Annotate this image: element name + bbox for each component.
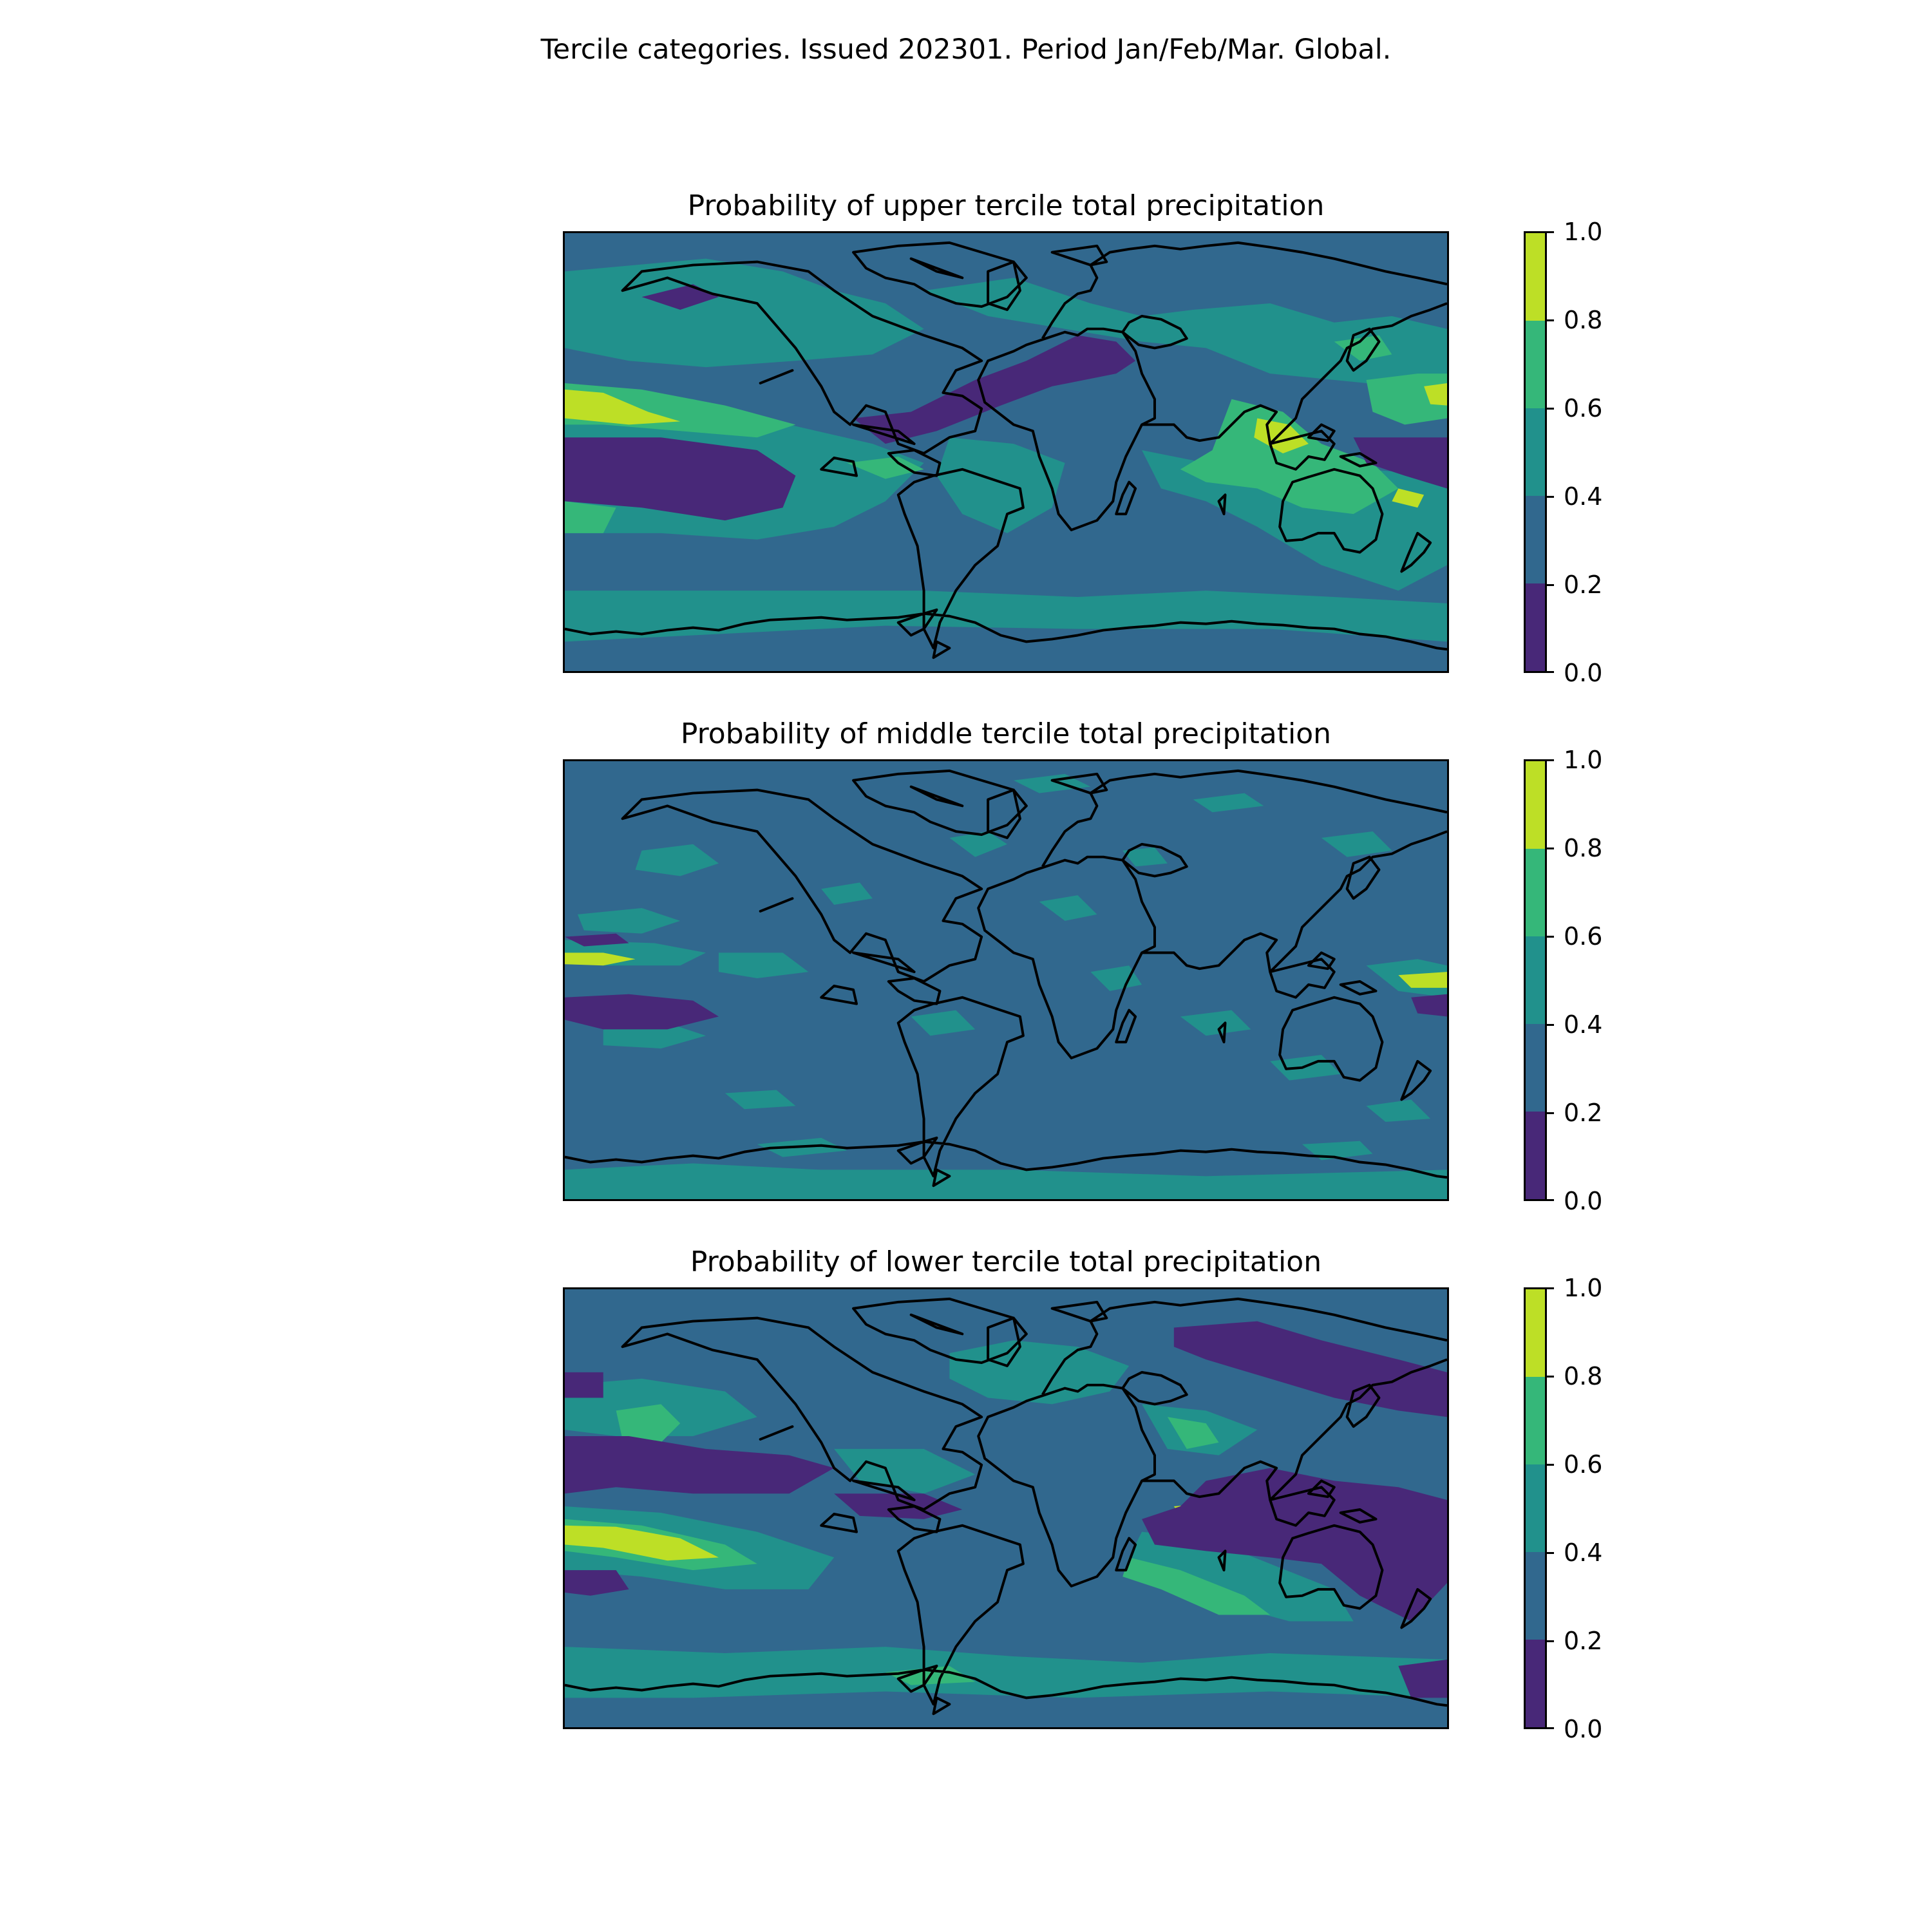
colorbar-tick-label: 0.2 bbox=[1564, 571, 1603, 599]
panel-upper-title: Probability of upper tercile total precipitation bbox=[687, 189, 1325, 222]
colorbar-segment-0.2-0.4 bbox=[1526, 1552, 1545, 1640]
colorbar-segment-0.0-0.2 bbox=[1526, 1640, 1545, 1727]
colorbar-tick bbox=[1545, 1112, 1554, 1114]
panel-middle-field bbox=[565, 761, 1447, 1199]
colorbar-tick-label: 0.6 bbox=[1564, 394, 1603, 422]
panel-middle-map bbox=[563, 759, 1449, 1201]
colorbar-segment-0.8-1.0 bbox=[1526, 233, 1545, 321]
colorbar-tick-label: 0.4 bbox=[1564, 1010, 1603, 1039]
colorbar-tick-label: 1.0 bbox=[1564, 218, 1603, 246]
colorbar-tick-label: 0.6 bbox=[1564, 1450, 1603, 1479]
colorbar-tick bbox=[1545, 1024, 1554, 1026]
colorbar-tick bbox=[1545, 584, 1554, 586]
colorbar-tick bbox=[1545, 408, 1554, 410]
panel-upper-field bbox=[565, 233, 1447, 671]
colorbar-tick bbox=[1545, 936, 1554, 938]
figure-suptitle: Tercile categories. Issued 202301. Period Jan/Feb/Mar. Global. bbox=[540, 33, 1392, 66]
colorbar-tick-label: 1.0 bbox=[1564, 1274, 1603, 1302]
colorbar-tick bbox=[1545, 1464, 1554, 1466]
colorbar-tick-label: 1.0 bbox=[1564, 746, 1603, 774]
colorbar-tick-label: 0.8 bbox=[1564, 306, 1603, 334]
panel-lower-title: Probability of lower tercile total precipitation bbox=[690, 1245, 1322, 1278]
colorbar-tick-label: 0.2 bbox=[1564, 1099, 1603, 1127]
colorbar-segment-0.4-0.6 bbox=[1526, 408, 1545, 496]
panel-upper-map bbox=[563, 231, 1449, 673]
colorbar-tick-label: 0.8 bbox=[1564, 1362, 1603, 1390]
colorbar-tick-label: 0.8 bbox=[1564, 834, 1603, 862]
colorbar-segment-0.2-0.4 bbox=[1526, 496, 1545, 583]
colorbar-tick-label: 0.4 bbox=[1564, 1539, 1603, 1567]
panel-lower-map bbox=[563, 1287, 1449, 1729]
colorbar-segment-0.0-0.2 bbox=[1526, 583, 1545, 671]
colorbar-tick bbox=[1545, 671, 1554, 673]
colorbar-segment-0.6-0.8 bbox=[1526, 849, 1545, 936]
colorbar-segment-0.2-0.4 bbox=[1526, 1024, 1545, 1112]
colorbar-tick bbox=[1545, 759, 1554, 761]
colorbar-tick bbox=[1545, 1199, 1554, 1201]
colorbar-tick bbox=[1545, 496, 1554, 498]
colorbar-tick-label: 0.0 bbox=[1564, 659, 1603, 687]
panel-lower-field bbox=[565, 1289, 1447, 1727]
colorbar-segment-0.6-0.8 bbox=[1526, 1377, 1545, 1464]
panel-lower-colorbar bbox=[1524, 1287, 1547, 1729]
colorbar-tick-label: 0.2 bbox=[1564, 1627, 1603, 1655]
colorbar-segment-0.4-0.6 bbox=[1526, 1464, 1545, 1552]
colorbar-tick-label: 0.0 bbox=[1564, 1715, 1603, 1743]
colorbar-segment-0.4-0.6 bbox=[1526, 936, 1545, 1024]
colorbar-tick bbox=[1545, 319, 1554, 321]
colorbar-segment-0.6-0.8 bbox=[1526, 321, 1545, 408]
colorbar-tick bbox=[1545, 1376, 1554, 1378]
colorbar-tick-label: 0.0 bbox=[1564, 1187, 1603, 1215]
colorbar-segment-0.0-0.2 bbox=[1526, 1112, 1545, 1199]
colorbar-tick-label: 0.4 bbox=[1564, 482, 1603, 511]
colorbar-segment-0.8-1.0 bbox=[1526, 1289, 1545, 1377]
panel-middle-title: Probability of middle tercile total precipitation bbox=[680, 717, 1332, 750]
colorbar-segment-0.8-1.0 bbox=[1526, 761, 1545, 849]
colorbar-tick bbox=[1545, 231, 1554, 233]
colorbar-tick bbox=[1545, 1552, 1554, 1554]
colorbar-tick bbox=[1545, 1640, 1554, 1642]
colorbar-tick bbox=[1545, 848, 1554, 849]
colorbar-tick-label: 0.6 bbox=[1564, 922, 1603, 951]
colorbar-tick bbox=[1545, 1287, 1554, 1289]
panel-upper-colorbar bbox=[1524, 231, 1547, 673]
colorbar-tick bbox=[1545, 1727, 1554, 1729]
panel-middle-colorbar bbox=[1524, 759, 1547, 1201]
